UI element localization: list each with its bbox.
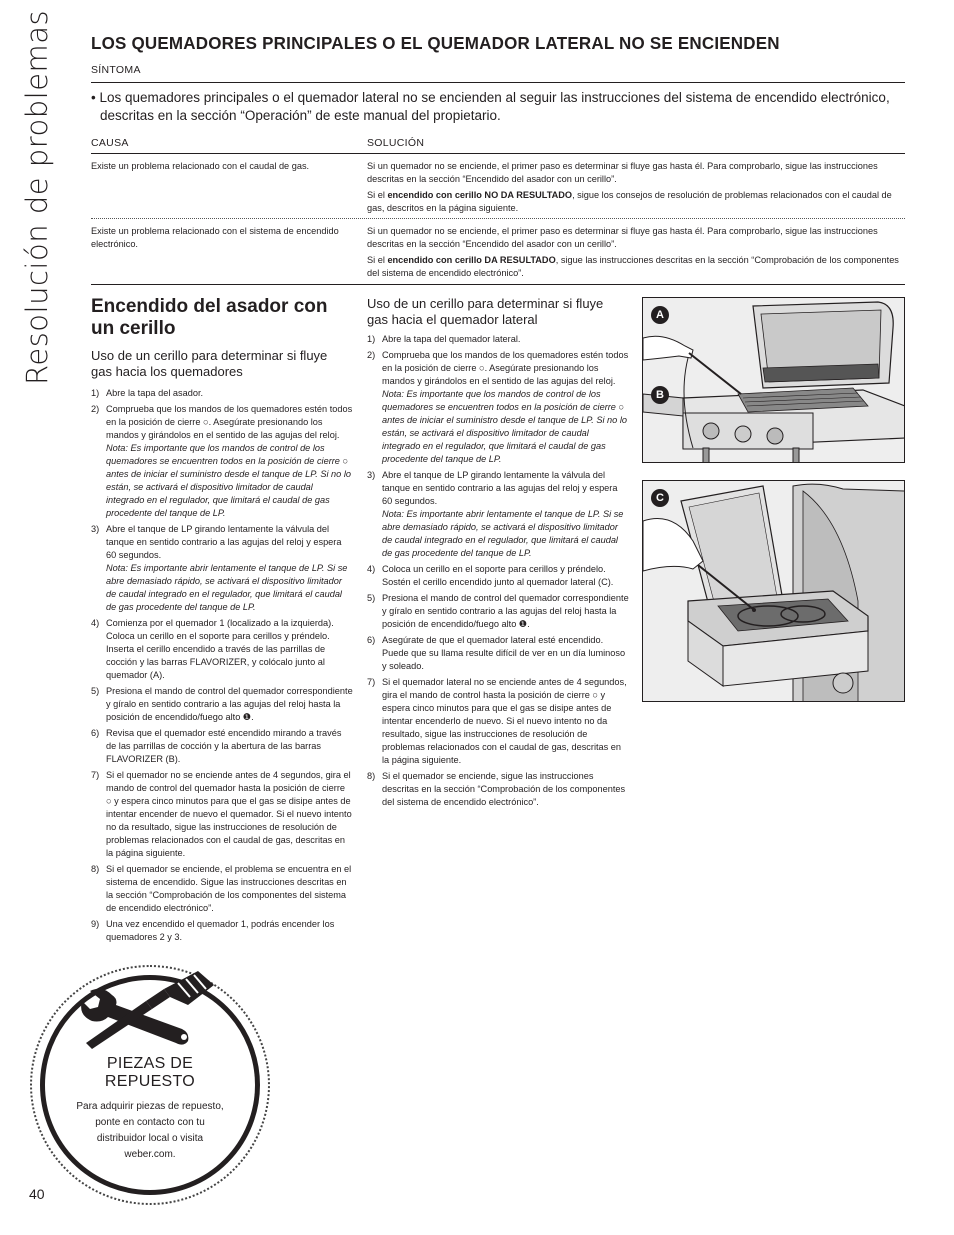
steps-list bbox=[367, 333, 629, 812]
solucion-paragraph: Si un quemador no se enciende, el primer paso es determinar si fluye gas hasta él. Para comprobarlo, sigue las instrucciones descritas en la sección “Encendido del asador con un cerillo”. bbox=[367, 161, 878, 184]
step-number: 8) bbox=[367, 771, 376, 781]
solucion-paragraph: Si el encendido con cerillo NO DA RESULTADO, sigue los consejos de resolución de problemas relacionados con el caudal de gas, descritos en la página siguiente. bbox=[367, 190, 892, 213]
step-number: 6) bbox=[91, 728, 100, 738]
divider bbox=[91, 284, 905, 285]
side-burner-drawing bbox=[643, 481, 905, 702]
step-text: Comprueba que los mandos de los quemadores estén todos en la posición de cierre ○. Asegúrate presionando los mandos y girándolos en el sentido de las agujas del reloj. bbox=[106, 404, 353, 440]
step-item bbox=[91, 617, 353, 682]
step-item bbox=[91, 685, 353, 724]
step-item bbox=[91, 403, 353, 520]
step-text: Una vez encendido el quemador 1, podrás encender los quemadores 2 y 3. bbox=[106, 919, 335, 942]
step-number: 2) bbox=[91, 404, 100, 414]
step-number: 8) bbox=[91, 864, 100, 874]
step-note: Nota: Es importante abrir lentamente el tanque de LP. Si se abre demasiado rápido, se activará el dispositivo limitador de caudal integrado en el regulador, que limitará el caudal de gas procedente del tanque de LP. bbox=[106, 563, 348, 612]
step-text: Abre el tanque de LP girando lentamente la válvula del tanque en sentido contrario a las agujas del reloj y espera 60 segundos. bbox=[106, 524, 342, 560]
figure-label-b: B bbox=[651, 386, 669, 404]
step-number: 4) bbox=[367, 564, 376, 574]
table-cell-causa: Existe un problema relacionado con el sistema de encendido electrónico. bbox=[91, 226, 339, 249]
step-number: 3) bbox=[91, 524, 100, 534]
step-item bbox=[91, 918, 353, 944]
step-text: Comienza por el quemador 1 (localizado a la izquierda). Coloca un cerillo en el soporte para cerillos y préndelo. Inserta el cerillo encendido a través de las parrillas de cocción y las barras FLAVORIZER, y colócalo junto al quemador (A). bbox=[106, 618, 334, 680]
grill-illustration-ab bbox=[642, 297, 905, 463]
step-item bbox=[91, 769, 353, 860]
step-text: Asegúrate de que el quemador lateral esté encendido. Puede que su llama resulte difícil de ver en un día luminoso y soleado. bbox=[382, 635, 626, 671]
step-number: 1) bbox=[367, 334, 376, 344]
step-item bbox=[367, 592, 629, 631]
step-text: Revisa que el quemador esté encendido mirando a través de las parrillas de cocción y la abertura de las barras FLAVORIZER (B). bbox=[106, 728, 342, 764]
sintoma-text: • Los quemadores principales o el quemador lateral no se encienden al seguir las instrucciones del sistema de encendido electrónico, descritas en la sección “Operación” de este manual del propietario. bbox=[91, 90, 890, 123]
side-burner-illustration-c bbox=[642, 480, 905, 702]
step-item bbox=[367, 349, 629, 466]
solucion-paragraph: Si el encendido con cerillo DA RESULTADO, sigue las instrucciones descritas en la sección “Comprobación de los componentes del sistema de encendido electrónico”. bbox=[367, 255, 899, 278]
solucion-column-header: SOLUCIÓN bbox=[367, 137, 425, 149]
step-number: 3) bbox=[367, 470, 376, 480]
subsection-heading: Uso de un cerillo para determinar si fluye gas hacia el quemador lateral bbox=[367, 296, 604, 327]
step-text: Si el quemador lateral no se enciende antes de 4 segundos, gira el mando de control hasta la posición de cierre ○ y espera cinco minutos para que el gas se disipe antes de intentar encenderlo de nuevo. Si el nuevo intento no da resultado, sigue las instrucciones de resolución de problemas relacionados con el caudal de gas, descritas en la página siguiente. bbox=[382, 677, 627, 765]
step-item bbox=[91, 727, 353, 766]
sintoma-label: SÍNTOMA bbox=[91, 64, 141, 76]
step-item bbox=[367, 563, 629, 589]
causa-column-header: CAUSA bbox=[91, 137, 129, 149]
step-text: Abre la tapa del quemador lateral. bbox=[382, 334, 521, 344]
step-number: 6) bbox=[367, 635, 376, 645]
badge-text: Para adquirir piezas de repuesto, ponte en contacto con tu distribuidor local o visita weber.com. bbox=[76, 1101, 224, 1160]
solucion-paragraph: Si un quemador no se enciende, el primer paso es determinar si fluye gas hasta él. Para comprobarlo, sigue las instrucciones descritas en la sección “Encendido del asador con un cerillo”. bbox=[367, 226, 878, 249]
step-number: 5) bbox=[367, 593, 376, 603]
steps-list bbox=[91, 387, 353, 947]
badge-title: PIEZAS DE REPUESTO bbox=[104, 1055, 196, 1090]
step-item bbox=[91, 863, 353, 915]
section-heading: Encendido del asador con un cerillo bbox=[91, 296, 328, 339]
step-number: 1) bbox=[91, 388, 100, 398]
step-number: 4) bbox=[91, 618, 100, 628]
page-number: 40 bbox=[29, 1186, 45, 1202]
table-cell-solucion bbox=[367, 160, 905, 215]
subsection-heading: Uso de un cerillo para determinar si fluye gas hacia los quemadores bbox=[91, 348, 328, 379]
step-number: 2) bbox=[367, 350, 376, 360]
step-text: Presiona el mando de control del quemador correspondiente y gíralo en sentido contrario a las agujas del reloj hasta la posición de encendido/fuego alto ❶. bbox=[106, 686, 353, 722]
step-text: Abre el tanque de LP girando lentamente la válvula del tanque en sentido contrario a las agujas del reloj y espera 60 segundos. bbox=[382, 470, 618, 506]
divider bbox=[91, 82, 905, 83]
grill-drawing bbox=[643, 298, 905, 463]
step-text: Abre la tapa del asador. bbox=[106, 388, 204, 398]
step-number: 7) bbox=[367, 677, 376, 687]
step-text: Si el quemador se enciende, sigue las instrucciones descritas en la sección “Comprobación de los componentes del sistema de encendido electrónico”. bbox=[382, 771, 626, 807]
step-item bbox=[91, 523, 353, 614]
step-number: 9) bbox=[91, 919, 100, 929]
step-item bbox=[91, 387, 353, 400]
figure-label-c: C bbox=[651, 489, 669, 507]
row-divider bbox=[91, 218, 905, 219]
step-text: Si el quemador no se enciende antes de 4 segundos, gira el mando de control del quemador hasta la posición de cierre ○ y espera cinco minutos para que el gas se disipe antes de intentar encender de nuevo el quemador. Si el nuevo intento no da resultado, sigue las instrucciones de resolución de problemas relacionados con el caudal de gas, descritas en la página siguiente. bbox=[106, 770, 352, 858]
step-text: Comprueba que los mandos de los quemadores estén todos en la posición de cierre ○. Asegúrate presionando los mandos y girándolos en el sentido de las agujas del reloj. bbox=[382, 350, 629, 386]
step-number: 7) bbox=[91, 770, 100, 780]
step-note: Nota: Es importante que los mandos de control de los quemadores se encuentren todos en la posición de cierre ○ antes de iniciar el suministro desde el tanque de LP. Si no lo están, se activará el dispositivo limitador de caudal integrado en el regulador, que limitará el caudal de gas procedente del tanque de LP. bbox=[106, 443, 351, 518]
step-item bbox=[367, 770, 629, 809]
divider bbox=[91, 153, 905, 154]
replacement-parts-badge bbox=[30, 965, 270, 1205]
page-heading: LOS QUEMADORES PRINCIPALES O EL QUEMADOR LATERAL NO SE ENCIENDEN bbox=[91, 33, 780, 54]
step-note: Nota: Es importante abrir lentamente el tanque de LP. Si se abre demasiado rápido, se activará el dispositivo limitador de caudal integrado en el regulador, que limitará el caudal de gas procedente del tanque de LP. bbox=[382, 509, 624, 558]
step-number: 5) bbox=[91, 686, 100, 696]
tools-icon bbox=[78, 971, 228, 1051]
step-text: Coloca un cerillo en el soporte para cerillos y préndelo. Sostén el cerillo encendido junto al quemador lateral (C). bbox=[382, 564, 614, 587]
step-text: Si el quemador se enciende, el problema se encuentra en el sistema de encendido. Sigue las instrucciones descritas en la sección “Comprobación de los componentes del sistema de encendido electrónico”. bbox=[106, 864, 352, 913]
figure-label-a: A bbox=[651, 306, 669, 324]
step-note: Nota: Es importante que los mandos de control de los quemadores se encuentren todos en la posición de cierre ○ antes de iniciar el suministro desde el tanque de LP. Si no lo están, se activará el dispositivo limitador de caudal integrado en el regulador, que limitará el caudal de gas procedente del tanque de LP. bbox=[382, 389, 627, 464]
step-item bbox=[367, 676, 629, 767]
step-item bbox=[367, 469, 629, 560]
table-cell-causa: Existe un problema relacionado con el caudal de gas. bbox=[91, 161, 310, 171]
table-cell-solucion bbox=[367, 225, 905, 280]
step-item bbox=[367, 333, 629, 346]
step-text: Presiona el mando de control del quemador correspondiente y gíralo en sentido contrario a las agujas del reloj hasta la posición de encendido/fuego alto ❶. bbox=[382, 593, 629, 629]
section-side-title: Resolución de problemas bbox=[20, 9, 54, 385]
step-item bbox=[367, 634, 629, 673]
